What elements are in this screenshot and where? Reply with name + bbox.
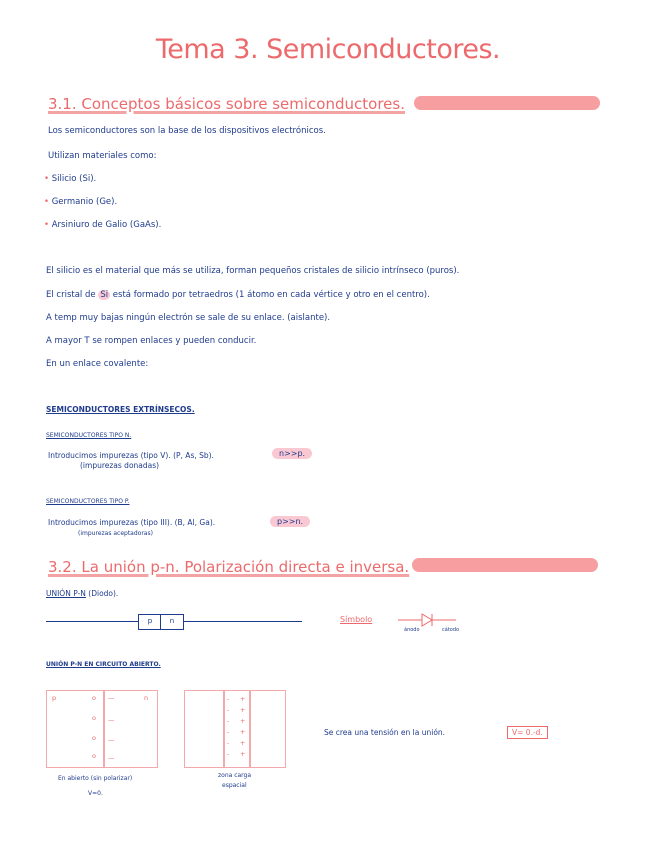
material-label: Silicio (Si).: [51, 174, 97, 184]
section-2-heading: 3.2. La unión p-n. Polarización directa e inversa.: [48, 558, 410, 576]
left-caption-1: En abierto (sin polarizar): [58, 775, 133, 782]
p-region-box: p: [138, 614, 162, 630]
p-mayor-n-pill: p>>n.: [270, 516, 310, 527]
n-mayor-p-pill: n>>p.: [272, 448, 312, 459]
bullet-icon: •: [44, 174, 50, 184]
junction-line: [103, 690, 105, 768]
electron-mark: —: [108, 754, 115, 762]
para-cristal: [46, 290, 430, 300]
hole-mark: o: [92, 734, 96, 742]
diodo-label: (Diodo).: [88, 589, 119, 598]
union-pn-line: [46, 589, 118, 598]
para-enlace: En un enlace covalente:: [46, 359, 149, 369]
hole-mark: o: [92, 752, 96, 760]
section-1-heading: 3.1. Conceptos básicos sobre semiconductores.: [48, 95, 405, 113]
page-title: Tema 3. Semiconductores.: [155, 34, 501, 65]
section-1-highlight-bar: [414, 96, 600, 110]
right-caption-1: zona carga: [218, 772, 252, 779]
p-side-label: p: [52, 694, 57, 702]
tension-text: Se crea una tensión en la unión.: [324, 728, 446, 737]
material-item: [44, 220, 161, 230]
material-label: Germanio (Ge).: [51, 197, 118, 207]
positive-ions: + + + + + +: [240, 695, 246, 758]
para-cristal-a: El cristal de: [46, 290, 96, 300]
section-2-highlight-bar: [412, 558, 598, 572]
intro-text: Los semiconductores son la base de los dispositivos electrónicos.: [48, 126, 326, 136]
n-side-label: n: [144, 694, 149, 702]
tipo-p-line1: Introducimos impurezas (tipo III). (B, Al, Ga).: [48, 518, 216, 527]
tension-formula-box: V= 0.-d.: [507, 726, 548, 739]
union-pn-label: UNIÓN P-N: [46, 589, 86, 598]
para-temp-alta: A mayor T se rompen enlaces y pueden conducir.: [46, 336, 257, 346]
hole-mark: o: [92, 694, 96, 702]
tipo-n-line1: Introducimos impurezas (tipo V). (P, As, Sb).: [48, 451, 214, 460]
extrinsecos-heading: SEMICONDUCTORES EXTRÍNSECOS.: [46, 405, 195, 414]
space-charge-diagram: [184, 690, 286, 768]
material-item: [44, 174, 96, 184]
para-cristal-b: está formado por tetraedros (1 átomo en cada vértice y otro en el centro).: [112, 290, 430, 300]
electron-mark: —: [108, 694, 115, 702]
bullet-icon: •: [44, 220, 50, 230]
depletion-right-edge: [249, 690, 251, 768]
simbolo-label: Símbolo: [340, 615, 373, 624]
n-region-box: n: [160, 614, 184, 630]
bullet-icon: •: [44, 197, 50, 207]
electron-mark: —: [108, 716, 115, 724]
negative-ions: - - - - - -: [227, 695, 230, 758]
utilizan-text: Utilizan materiales como:: [48, 151, 157, 161]
circuito-abierto-heading: UNIÓN P-N EN CIRCUITO ABIERTO.: [46, 661, 161, 668]
hole-mark: o: [92, 714, 96, 722]
para-silicio: El silicio es el material que más se utiliza, forman pequeños cristales de silicio intrínseco (puros).: [46, 266, 460, 276]
material-item: [44, 197, 117, 207]
tipo-p-heading: SEMICONDUCTORES TIPO P.: [46, 498, 130, 505]
right-caption-2: espacial: [222, 782, 247, 789]
tipo-n-line2: (impurezas donadas): [80, 461, 160, 470]
electron-mark: —: [108, 736, 115, 744]
pn-junction-open-diagram: [46, 690, 158, 768]
tipo-n-heading: SEMICONDUCTORES TIPO N.: [46, 432, 132, 439]
catodo-label: cátodo: [442, 627, 460, 633]
depletion-left-edge: [223, 690, 225, 768]
para-temp-baja: A temp muy bajas ningún electrón se sale de su enlace. (aislante).: [46, 313, 331, 323]
tipo-p-line2: (impurezas aceptadoras): [78, 530, 153, 537]
material-label: Arsiniuro de Galio (GaAs).: [51, 220, 162, 230]
anodo-label: ánodo: [404, 627, 420, 633]
si-highlight: Si: [100, 290, 109, 300]
left-caption-2: V=0.: [88, 790, 103, 797]
